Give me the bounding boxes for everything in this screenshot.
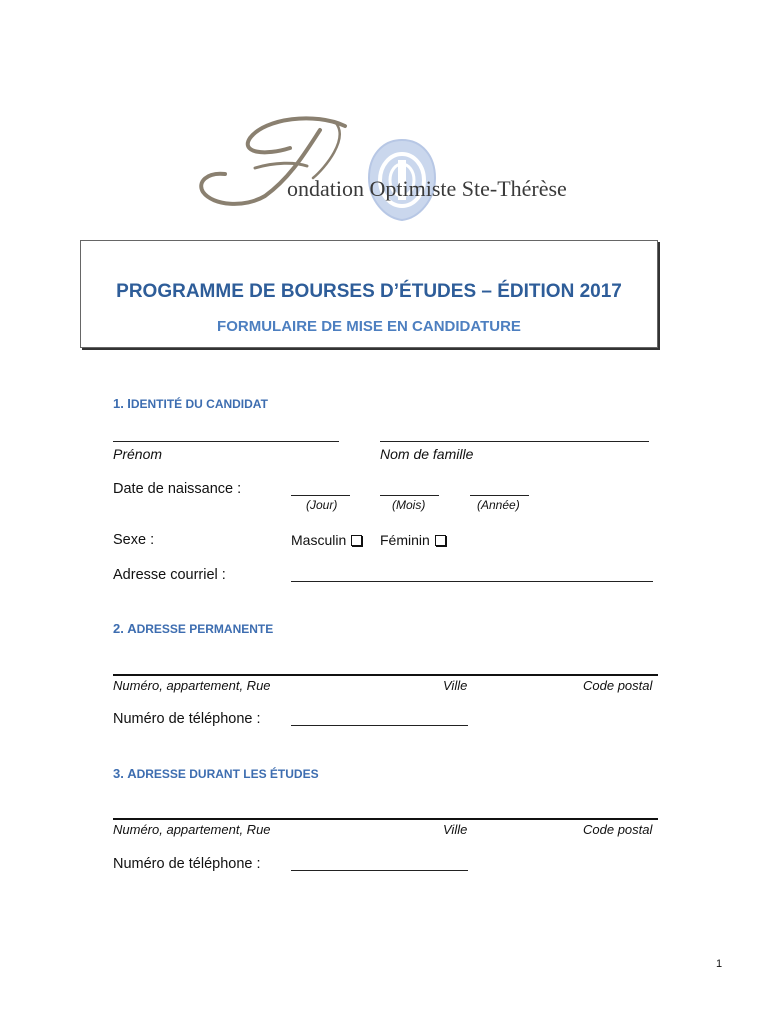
dob-day-field[interactable]: [291, 495, 350, 496]
study-address-label: Numéro, appartement, Rue: [113, 822, 271, 837]
study-city-label: Ville: [443, 822, 468, 837]
prenom-field[interactable]: [113, 441, 339, 442]
dob-year-field[interactable]: [470, 495, 529, 496]
email-label: Adresse courriel :: [113, 567, 226, 583]
section-3-heading: 3. ADRESSE DURANT LES ÉTUDES: [113, 766, 319, 781]
permanent-phone-label: Numéro de téléphone :: [113, 711, 261, 727]
prenom-label: Prénom: [113, 446, 163, 462]
dob-label: Date de naissance :: [113, 481, 242, 497]
permanent-city-label: Ville: [443, 678, 468, 693]
logo-text: ondation Optimiste Ste-Thérèse: [287, 176, 567, 201]
study-phone-field[interactable]: [291, 870, 468, 871]
jour-label: (Jour): [306, 498, 338, 512]
section-1-heading: 1. IDENTITÉ DU CANDIDAT: [113, 396, 268, 411]
nom-label: Nom de famille: [380, 446, 474, 462]
email-field[interactable]: [291, 581, 653, 582]
page-number: 1: [716, 958, 723, 970]
feminin-checkbox[interactable]: [435, 535, 446, 546]
page-subtitle: FORMULAIRE DE MISE EN CANDIDATURE: [217, 318, 521, 335]
sexe-label: Sexe :: [113, 532, 155, 548]
permanent-address-label: Numéro, appartement, Rue: [113, 678, 271, 693]
mois-label: (Mois): [392, 498, 426, 512]
study-address-field[interactable]: [113, 818, 658, 820]
dob-month-field[interactable]: [380, 495, 439, 496]
foundation-logo: [195, 108, 575, 226]
study-postal-label: Code postal: [583, 822, 653, 837]
permanent-phone-field[interactable]: [291, 725, 468, 726]
study-phone-label: Numéro de téléphone :: [113, 856, 261, 872]
page-title: PROGRAMME DE BOURSES D’ÉTUDES – ÉDITION 2017: [116, 281, 622, 302]
masculin-option[interactable]: Masculin: [291, 532, 362, 548]
permanent-postal-label: Code postal: [583, 678, 653, 693]
title-box: [80, 240, 658, 348]
feminin-option[interactable]: Féminin: [380, 532, 446, 548]
nom-field[interactable]: [380, 441, 649, 442]
permanent-address-field[interactable]: [113, 674, 658, 676]
annee-label: (Année): [477, 498, 520, 512]
section-2-heading: 2. ADRESSE PERMANENTE: [113, 621, 274, 636]
masculin-checkbox[interactable]: [351, 535, 362, 546]
